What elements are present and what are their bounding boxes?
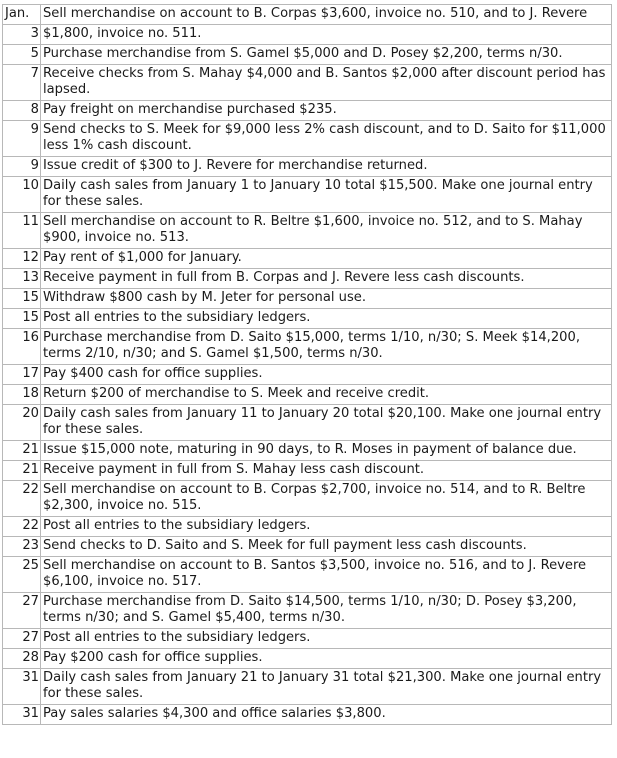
transaction-description: Post all entries to the subsidiary ledgers. [41,629,612,649]
transaction-row [3,5,612,25]
transaction-day: 15 [22,310,39,325]
transaction-day: 25 [22,558,39,573]
transaction-description: Issue $15,000 note, maturing in 90 days, to R. Moses in payment of balance due. [41,441,612,461]
transaction-day: 16 [22,330,39,345]
transaction-description: Sell merchandise on account to B. Santos $3,500, invoice no. 516, and to J. Revere $6,100, invoice no. 517. [41,557,612,593]
transaction-row [3,121,612,157]
transaction-date-cell [3,249,41,269]
transaction-description: Sell merchandise on account to B. Corpas $3,600, invoice no. 510, and to J. Revere [41,5,612,25]
transaction-date-cell [3,213,41,249]
transaction-row [3,157,612,177]
transaction-date-cell [3,269,41,289]
transaction-date-cell [3,481,41,517]
transaction-row [3,517,612,537]
transaction-day: 21 [22,462,39,477]
transaction-date-cell [3,593,41,629]
transaction-day: 3 [30,26,39,41]
transaction-date-cell [3,365,41,385]
transaction-date-cell [3,177,41,213]
transaction-row [3,249,612,269]
transaction-day: 12 [22,250,39,265]
transaction-date-cell [3,441,41,461]
transaction-description: Purchase merchandise from D. Saito $14,500, terms 1/10, n/30; D. Posey $3,200, terms n/30; and S. Gamel $5,400, terms n/30. [41,593,612,629]
transaction-row [3,461,612,481]
transaction-date-cell [3,705,41,725]
transaction-description: Withdraw $800 cash by M. Jeter for personal use. [41,289,612,309]
transaction-description: $1,800, invoice no. 511. [41,25,612,45]
transaction-row [3,537,612,557]
transaction-row [3,629,612,649]
transaction-row [3,365,612,385]
transaction-row [3,177,612,213]
transaction-row [3,385,612,405]
transaction-description: Pay sales salaries $4,300 and office salaries $3,800. [41,705,612,725]
transaction-description: Send checks to D. Saito and S. Meek for full payment less cash discounts. [41,537,612,557]
transaction-row [3,213,612,249]
transaction-description: Return $200 of merchandise to S. Meek and receive credit. [41,385,612,405]
transactions-table-body [3,5,612,725]
transaction-description: Issue credit of $300 to J. Revere for merchandise returned. [41,157,612,177]
transaction-date-cell [3,557,41,593]
transaction-day: 31 [22,670,39,685]
transaction-date-cell [3,45,41,65]
transaction-day: 11 [22,214,39,229]
transaction-day: 9 [30,122,39,137]
transaction-day: 27 [22,630,39,645]
transaction-date-cell [3,385,41,405]
transaction-row [3,557,612,593]
transaction-day: 20 [22,406,39,421]
transaction-day: 31 [22,706,39,721]
transaction-date-cell [3,669,41,705]
transaction-row [3,593,612,629]
transaction-day: 28 [22,650,39,665]
transaction-date-cell [3,309,41,329]
transaction-description: Post all entries to the subsidiary ledgers. [41,309,612,329]
transaction-row [3,649,612,669]
transaction-row [3,481,612,517]
transaction-day: 8 [30,102,39,117]
transaction-row [3,329,612,365]
transaction-day: 21 [22,442,39,457]
transaction-day: 18 [22,386,39,401]
transaction-description: Purchase merchandise from S. Gamel $5,000 and D. Posey $2,200, terms n/30. [41,45,612,65]
transaction-row [3,101,612,121]
transaction-date-cell [3,629,41,649]
transaction-date-cell [3,65,41,101]
transaction-day: 23 [22,538,39,553]
transaction-day: 27 [22,594,39,609]
transaction-description: Pay freight on merchandise purchased $235. [41,101,612,121]
transaction-description: Receive checks from S. Mahay $4,000 and B. Santos $2,000 after discount period has lapsed. [41,65,612,101]
transaction-date-cell [3,101,41,121]
transaction-row [3,705,612,725]
transaction-row [3,289,612,309]
transaction-date-cell [3,289,41,309]
transaction-day: 7 [30,66,39,81]
transaction-description: Sell merchandise on account to R. Beltre $1,600, invoice no. 512, and to S. Mahay $900, invoice no. 513. [41,213,612,249]
month-label: Jan. [5,6,30,21]
transaction-date-cell [3,405,41,441]
transaction-day: 10 [22,178,39,193]
transaction-description: Receive payment in full from B. Corpas and J. Revere less cash discounts. [41,269,612,289]
transaction-description: Post all entries to the subsidiary ledgers. [41,517,612,537]
transaction-day: 5 [30,46,39,61]
transaction-date-cell [3,537,41,557]
transaction-description: Daily cash sales from January 11 to January 20 total $20,100. Make one journal entry for these sales. [41,405,612,441]
transaction-date-cell [3,157,41,177]
transaction-row [3,65,612,101]
transaction-date-cell [3,25,41,45]
transaction-row [3,25,612,45]
transaction-description: Daily cash sales from January 21 to January 31 total $21,300. Make one journal entry for these sales. [41,669,612,705]
transaction-row [3,45,612,65]
transaction-description: Sell merchandise on account to B. Corpas $2,700, invoice no. 514, and to R. Beltre $2,300, invoice no. 515. [41,481,612,517]
transaction-row [3,309,612,329]
transaction-date-cell [3,5,41,25]
transaction-day: 15 [22,290,39,305]
transaction-row [3,269,612,289]
transaction-description: Pay $400 cash for office supplies. [41,365,612,385]
transaction-day: 17 [22,366,39,381]
transaction-date-cell [3,329,41,365]
transaction-date-cell [3,461,41,481]
transaction-row [3,669,612,705]
transaction-row [3,405,612,441]
transaction-date-cell [3,517,41,537]
transaction-day: 22 [22,482,39,497]
transaction-description: Pay $200 cash for office supplies. [41,649,612,669]
transaction-day: 22 [22,518,39,533]
transaction-description: Daily cash sales from January 1 to January 10 total $15,500. Make one journal entry for these sales. [41,177,612,213]
transactions-table [2,4,612,725]
transaction-day: 13 [22,270,39,285]
transaction-day: 9 [30,158,39,173]
transaction-description: Receive payment in full from S. Mahay less cash discount. [41,461,612,481]
transaction-description: Send checks to S. Meek for $9,000 less 2% cash discount, and to D. Saito for $11,000 less 1% cash discount. [41,121,612,157]
transaction-description: Pay rent of $1,000 for January. [41,249,612,269]
transaction-date-cell [3,649,41,669]
transaction-row [3,441,612,461]
transaction-date-cell [3,121,41,157]
transaction-description: Purchase merchandise from D. Saito $15,000, terms 1/10, n/30; S. Meek $14,200, terms 2/10, n/30; and S. Gamel $1,500, terms n/30. [41,329,612,365]
